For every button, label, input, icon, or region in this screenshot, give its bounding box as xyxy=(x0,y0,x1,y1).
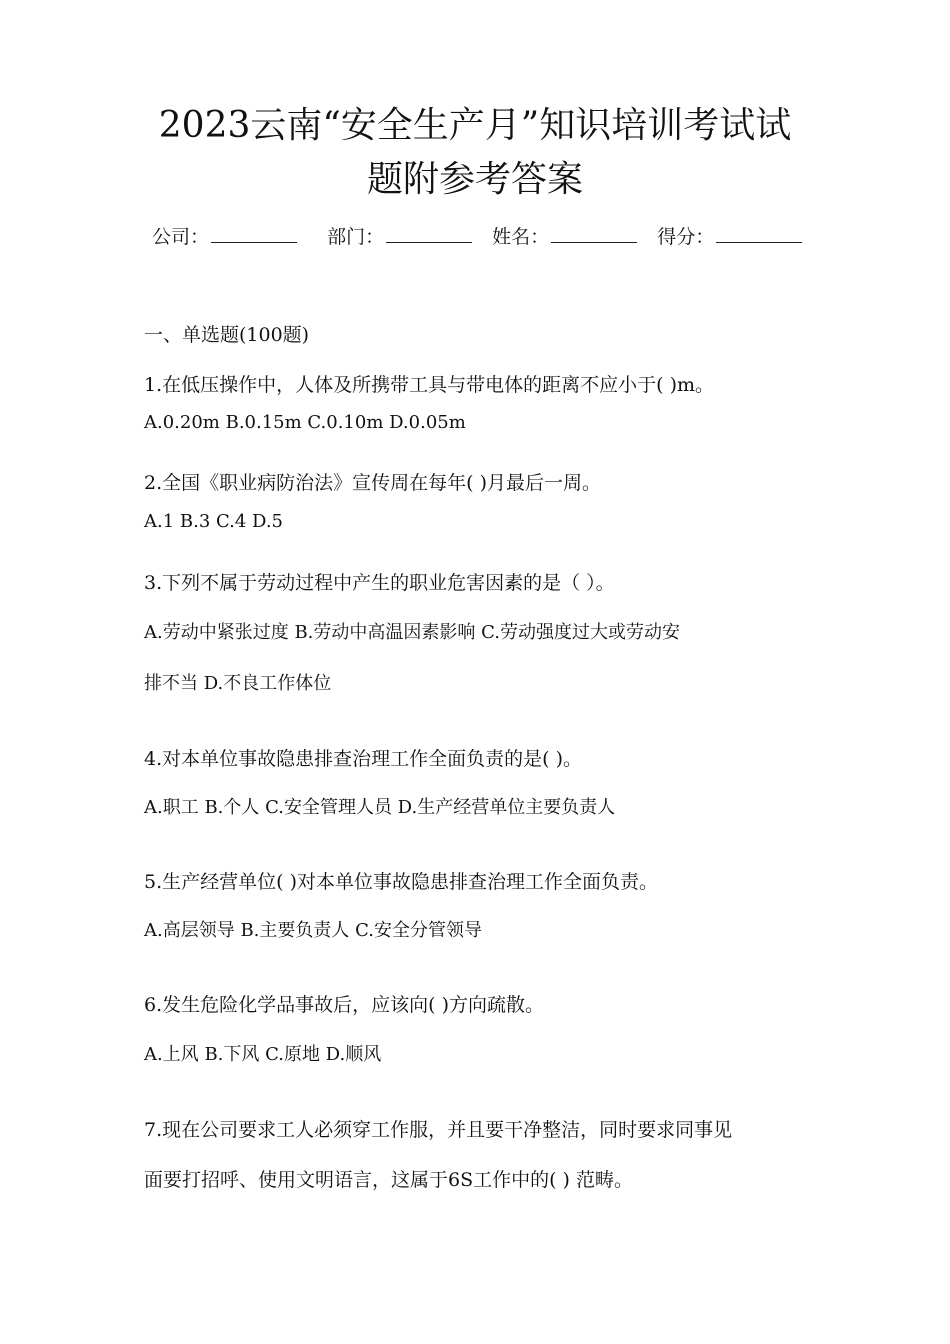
question-7-line-1: 7.现在公司要求工人必须穿工作服，并且要干净整洁，同时要求同事见 xyxy=(144,1119,733,1141)
question-4-options: A.职工 B.个人 C.安全管理人员 D.生产经营单位主要负责人 xyxy=(144,797,616,818)
score-field xyxy=(657,224,802,250)
question-1: 1.在低压操作中，人体及所携带工具与带电体的距离不应小于( )m。 xyxy=(144,374,715,396)
department-label: 部门： xyxy=(327,226,385,248)
company-field xyxy=(152,224,297,250)
document-title-line-1: 2023云南“安全生产月”知识培训考试试 xyxy=(158,105,792,146)
question-5: 5.生产经营单位( )对本单位事故隐患排查治理工作全面负责。 xyxy=(144,871,658,893)
question-3-options-line-2: 排不当 D.不良工作体位 xyxy=(144,673,332,694)
document-title-line-2: 题附参考答案 xyxy=(366,159,583,200)
section-title: 一、单选题(100题) xyxy=(144,324,310,346)
question-2-options: A.1 B.3 C.4 D.5 xyxy=(144,511,284,532)
name-blank xyxy=(551,224,637,243)
name-label: 姓名： xyxy=(492,226,550,248)
info-row xyxy=(152,224,812,250)
score-blank xyxy=(716,224,802,243)
department-blank xyxy=(386,224,472,243)
question-4: 4.对本单位事故隐患排查治理工作全面负责的是( )。 xyxy=(144,748,582,770)
company-label: 公司： xyxy=(152,226,210,248)
company-blank xyxy=(211,224,297,243)
question-3-options-line-1: A.劳动中紧张过度 B.劳动中高温因素影响 C.劳动强度过大或劳动安 xyxy=(144,622,680,643)
name-field xyxy=(492,224,637,250)
question-2: 2.全国《职业病防治法》宣传周在每年( )月最后一周。 xyxy=(144,472,601,494)
question-6: 6.发生危险化学品事故后，应该向( )方向疏散。 xyxy=(144,994,544,1016)
question-6-options: A.上风 B.下风 C.原地 D.顺风 xyxy=(144,1044,382,1065)
question-7-line-2: 面要打招呼、使用文明语言，这属于6S工作中的( ) 范畴。 xyxy=(144,1169,634,1191)
score-label: 得分： xyxy=(657,226,715,248)
department-field xyxy=(327,224,472,250)
question-3: 3.下列不属于劳动过程中产生的职业危害因素的是（ ）。 xyxy=(144,572,615,594)
question-1-options: A.0.20m B.0.15m C.0.10m D.0.05m xyxy=(144,412,466,433)
question-5-options: A.高层领导 B.主要负责人 C.安全分管领导 xyxy=(144,920,482,941)
